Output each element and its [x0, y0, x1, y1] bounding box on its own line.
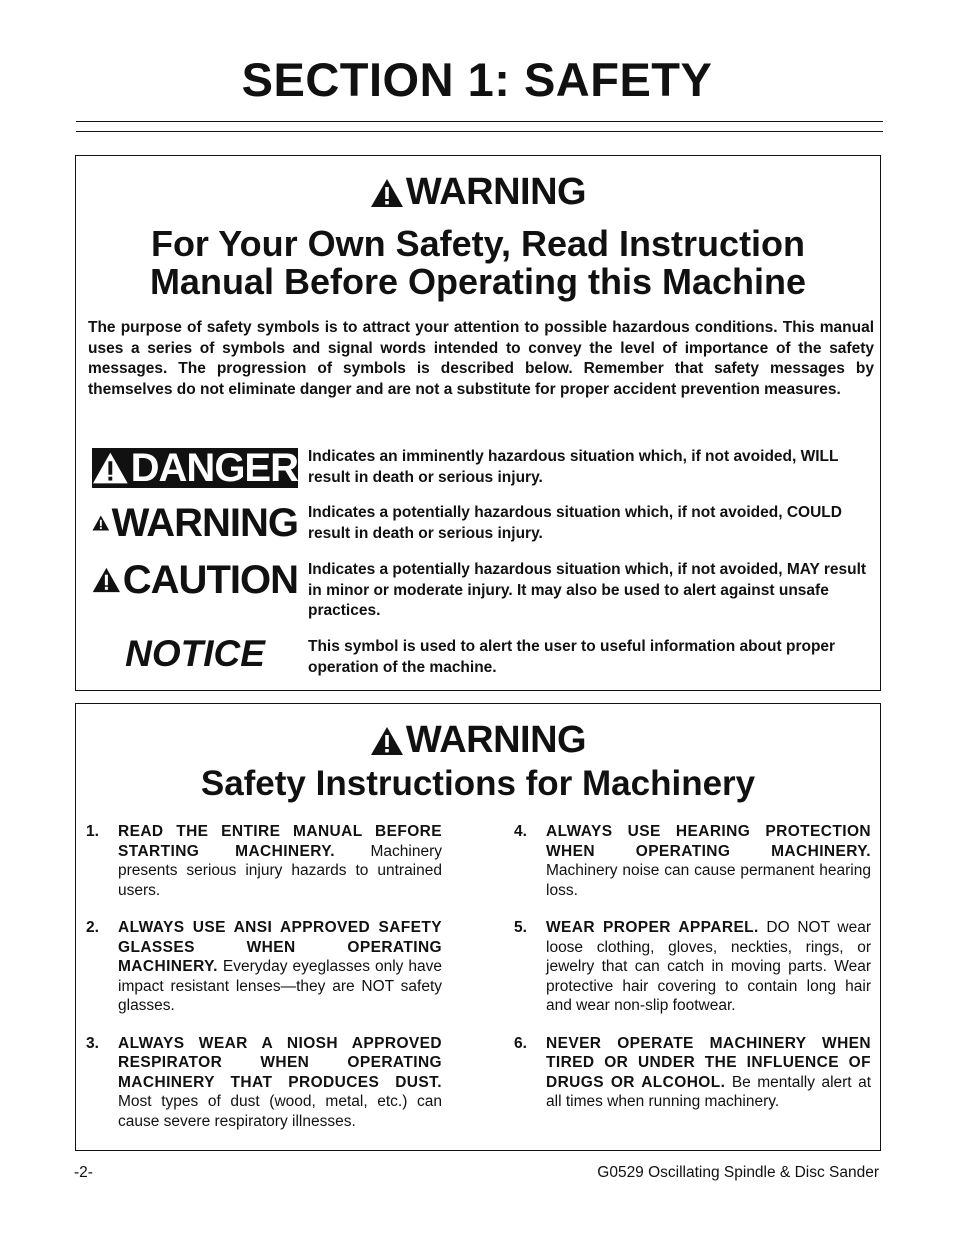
notice-label: NOTICE [125, 633, 265, 674]
list-item: 5. WEAR PROPER APPAREL. DO NOT wear loose clothing, gloves, neckties, rings, or jewelry that can catch in moving parts. Wear protective hair covering to contain long hair and wear non-slip footwear. [514, 919, 871, 1014]
danger-triangle-icon [92, 451, 129, 485]
header-rule-bottom [76, 131, 883, 132]
warning-label: WARNING [405, 171, 587, 213]
safety-intro-text: The purpose of safety symbols is to attract your attention to possible hazardous conditions. This manual uses a series of symbols and signal words intended to convey the level of importance of the safety messages. The progression of symbols is described below. Remember that safety messages by themselves do not eliminate danger and are not a substitute for proper accident prevention measures. [88, 319, 874, 398]
notice-signal [92, 634, 298, 674]
warning-signal [92, 500, 298, 545]
caution-signal [92, 557, 298, 602]
warning-triangle-icon [370, 176, 404, 216]
machinery-safety-box [75, 703, 881, 1151]
safety-title-line2: Manual Before Operating this Machine [149, 261, 807, 302]
page-number: -2- [74, 1164, 93, 1181]
danger-signal [92, 445, 298, 490]
caution-triangle-icon [92, 563, 121, 597]
notice-description: This symbol is used to alert the user to useful information about proper operation of the machine. [308, 638, 836, 676]
warning-label-2: WARNING [405, 719, 587, 761]
warning-triangle-icon [370, 724, 404, 764]
machinery-title: Safety Instructions for Machinery [200, 764, 756, 803]
danger-label: DANGER [130, 445, 298, 490]
list-item: 4. ALWAYS USE HEARING PROTECTION WHEN OPERATING MACHINERY. Machinery noise can cause permanent hearing loss. [514, 823, 871, 899]
safety-list-right [514, 822, 871, 1112]
list-item: 6. NEVER OPERATE MACHINERY WHEN TIRED OR UNDER THE INFLUENCE OF DRUGS OR ALCOHOL. Be mentally alert at all times when running machinery. [514, 1034, 872, 1110]
list-item: 2. ALWAYS USE ANSI APPROVED SAFETY GLASSES WHEN OPERATING MACHINERY. Everyday eyeglasses only have impact resistant lenses—they are NOT safety glasses. [86, 919, 442, 1014]
warning-signal-label: WARNING [111, 500, 298, 545]
caution-description: Indicates a potentially hazardous situation which, if not avoided, MAY result in minor or moderate injury. It may also be used to alert against unsafe practices. [308, 561, 867, 619]
list-item: 1. READ THE ENTIRE MANUAL BEFORE STARTING MACHINERY. Machinery presents serious injury hazards to untrained users. [86, 823, 442, 899]
header-rule-top [76, 121, 883, 122]
danger-description: Indicates an imminently hazardous situation which, if not avoided, WILL result in death or serious injury. [308, 448, 839, 486]
safety-list-left [86, 822, 442, 1131]
warning-heading [76, 172, 880, 216]
safety-title-line1: For Your Own Safety, Read Instruction [150, 223, 806, 264]
caution-label: CAUTION [122, 557, 298, 602]
section-title: SECTION 1: SAFETY [241, 53, 713, 106]
list-item: 3. ALWAYS WEAR A NIOSH APPROVED RESPIRATOR WHEN OPERATING MACHINERY THAT PRODUCES DUST. Most types of dust (wood, metal, etc.) can cause severe respiratory illnesses. [86, 1034, 442, 1130]
warning-heading-2 [76, 720, 880, 764]
safety-symbols-box [75, 155, 881, 691]
warning-signal-icon [92, 506, 110, 540]
footer-product-name: G0529 Oscillating Spindle & Disc Sander [597, 1164, 879, 1181]
warning-description: Indicates a potentially hazardous situation which, if not avoided, COULD result in death or serious injury. [308, 504, 842, 542]
